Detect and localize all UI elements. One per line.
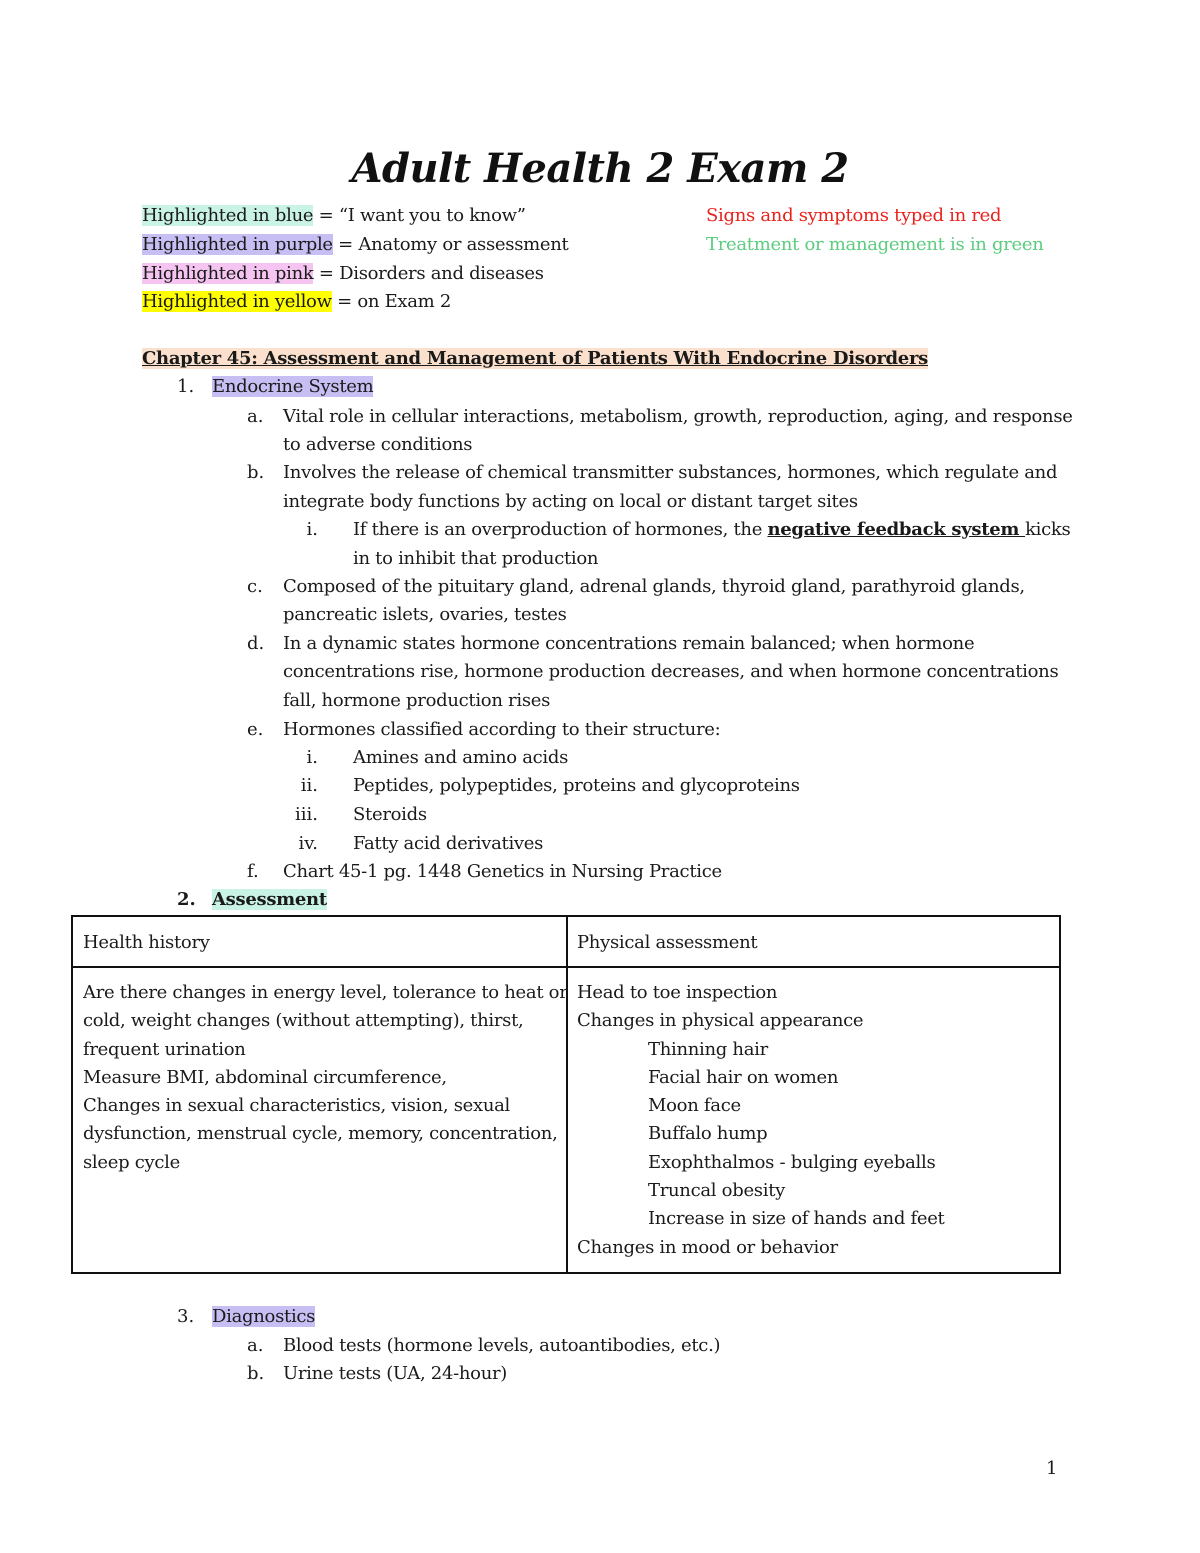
physical-assessment-line: Exophthalmos - bulging eyeballs [648,1151,936,1173]
legend-pink-label: Highlighted in pink [142,263,314,284]
item-d-line-3: fall, hormone production rises [283,690,551,711]
section-3-heading [212,1303,315,1331]
physical-assessment-line: Thinning hair [648,1038,768,1060]
item-b-i-marker: i. [306,519,318,540]
item-e-iv-text: Fatty acid derivatives [353,833,544,854]
item-a-marker: a. [247,406,264,427]
item-e-i-marker: i. [306,747,318,768]
item-e-iii-marker: iii. [295,804,318,825]
legend-blue [142,202,526,230]
health-history-line: dysfunction, menstrual cycle, memory, concentration, [83,1123,558,1145]
diag-b-text: Urine tests (UA, 24-hour) [283,1363,508,1384]
item-e-marker: e. [247,719,264,740]
legend-yellow-label: Highlighted in yellow [142,291,332,312]
health-history-line: sleep cycle [83,1151,180,1173]
physical-assessment-line: Facial hair on women [648,1066,839,1088]
health-history-line: frequent urination [83,1038,246,1060]
item-b-line-1: Involves the release of chemical transmitter substances, hormones, which regulate and [283,462,1058,483]
legend-purple-label: Highlighted in purple [142,234,333,255]
section-2-number: 2. [177,889,196,910]
legend-green-note: Treatment or management is in green [706,234,1044,255]
health-history-line: Measure BMI, abdominal circumference, [83,1066,447,1088]
item-b-i-line-1 [353,516,1070,544]
item-e-line-1: Hormones classified according to their structure: [283,719,721,740]
section-1-heading-text: Endocrine System [212,376,374,397]
negative-feedback-term: negative feedback system [767,519,1026,540]
item-e-i-text: Amines and amino acids [353,747,569,768]
physical-assessment-line: Moon face [648,1095,741,1117]
item-d-line-1: In a dynamic states hormone concentrations remain balanced; when hormone [283,633,975,654]
item-a-line-2: to adverse conditions [283,434,473,455]
legend-yellow [142,288,451,316]
health-history-line: cold, weight changes (without attempting), thirst, [83,1010,524,1032]
physical-assessment-line: Changes in mood or behavior [577,1236,838,1258]
section-3-heading-text: Diagnostics [212,1306,316,1327]
legend-blue-text: = “I want you to know” [313,205,526,226]
item-e-ii-text: Peptides, polypeptides, proteins and glycoproteins [353,775,800,796]
item-b-i-text-end: kicks [1025,519,1071,540]
table-cell-physical-assessment [577,979,945,1262]
diag-a-marker: a. [247,1335,264,1356]
item-e-iv-marker: iv. [298,833,318,854]
physical-assessment-line: Buffalo hump [648,1123,768,1145]
item-a-line-1: Vital role in cellular interactions, metabolism, growth, reproduction, aging, and response [283,406,1073,427]
item-c-line-2: pancreatic islets, ovaries, testes [283,604,567,625]
section-3-number: 3. [177,1306,195,1327]
table-header-physical-assessment: Physical assessment [577,932,758,953]
physical-assessment-line: Changes in physical appearance [577,1010,864,1032]
health-history-line: Are there changes in energy level, tolerance to heat or [83,982,568,1003]
section-1-number: 1. [177,376,195,397]
item-c-line-1: Composed of the pituitary gland, adrenal glands, thyroid gland, parathyroid glands, [283,576,1025,597]
chapter-heading [142,345,928,373]
item-e-iii-text: Steroids [353,804,427,825]
table-cell-health-history [83,979,568,1177]
page-number: 1 [1046,1458,1058,1479]
legend-purple-text: = Anatomy or assessment [332,234,569,255]
item-e-ii-marker: ii. [300,775,318,796]
physical-assessment-line: Head to toe inspection [577,982,778,1003]
table-header-health-history: Health history [83,932,210,953]
legend-purple [142,231,569,259]
item-f-marker: f. [247,861,259,882]
legend-yellow-text: = on Exam 2 [331,291,452,312]
item-b-line-2: integrate body functions by acting on local or distant target sites [283,491,858,512]
diag-b-marker: b. [247,1363,265,1384]
item-b-marker: b. [247,462,265,483]
section-2-heading [212,886,327,914]
physical-assessment-line: Increase in size of hands and feet [648,1208,945,1230]
section-1-heading [212,373,373,401]
legend-blue-label: Highlighted in blue [142,205,314,226]
legend-pink-text: = Disorders and diseases [313,263,544,284]
section-2-heading-text: Assessment [212,889,327,910]
item-f-line-1: Chart 45-1 pg. 1448 Genetics in Nursing Practice [283,861,722,882]
document-title: Adult Health 2 Exam 2 [351,145,849,192]
table-header-divider [73,966,1059,968]
health-history-line: Changes in sexual characteristics, vision, sexual [83,1095,511,1117]
item-b-i-text: If there is an overproduction of hormones, the [353,519,768,540]
legend-red-note: Signs and symptoms typed in red [706,205,1002,226]
legend-pink [142,260,544,288]
item-c-marker: c. [247,576,263,597]
item-d-line-2: concentrations rise, hormone production decreases, and when hormone concentrations [283,661,1059,682]
item-b-i-line-2: in to inhibit that production [353,548,599,569]
item-d-marker: d. [247,633,265,654]
physical-assessment-line: Truncal obesity [648,1180,785,1202]
assessment-table [71,915,1061,1274]
chapter-heading-text: Chapter 45: Assessment and Management of Patients With Endocrine Disorders [142,348,928,369]
diag-a-text: Blood tests (hormone levels, autoantibodies, etc.) [283,1335,721,1356]
